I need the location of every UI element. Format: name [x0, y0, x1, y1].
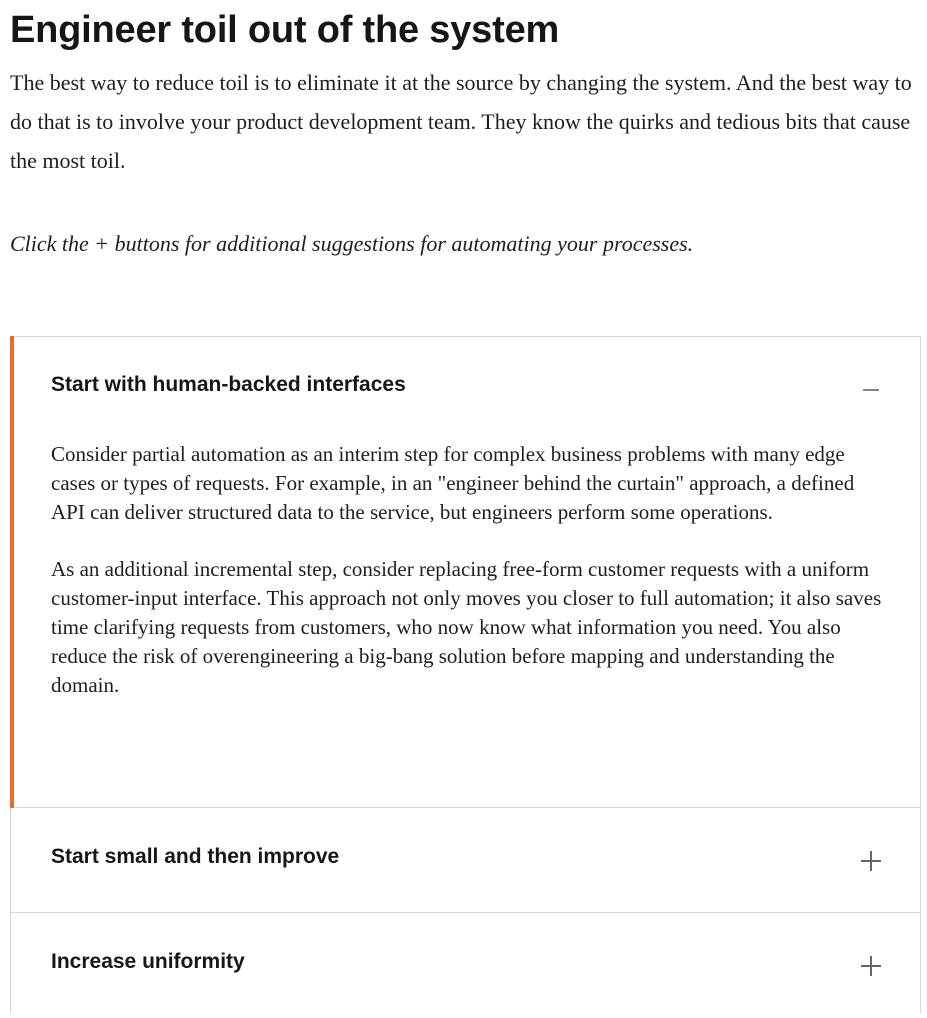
content-paragraph: Consider partial automation as an interim step for complex business problems with many edge cases or types of requests. For example, in an "engineer behind the curtain" approach, a defined API can deliver structured data to the service, but engineers perform some operations. — [51, 442, 855, 524]
accordion-item-title[interactable]: Increase uniformity — [51, 950, 245, 973]
expand-button[interactable] — [858, 953, 884, 979]
content-paragraph: As an additional incremental step, consider replacing free-form customer requests with a uniform customer-input interface. This approach not only moves you closer to full automation; it also saves time clarifying requests from customers, who now know what information you need. You also reduce the risk of overengineering a big-bang solution before mapping and understanding the domain. — [51, 557, 882, 697]
instruction-hint: Click the + buttons for additional suggestions for automating your processes. — [10, 231, 694, 256]
page-title: Engineer toil out of the system — [10, 9, 560, 51]
collapse-button[interactable] — [858, 377, 884, 403]
expand-button[interactable] — [858, 848, 884, 874]
accordion-item-start-small[interactable] — [11, 808, 920, 913]
accordion-item-title[interactable]: Start with human-backed interfaces — [51, 373, 406, 396]
plus-icon — [858, 953, 884, 979]
accordion-item-title[interactable]: Start small and then improve — [51, 845, 340, 868]
minus-icon — [858, 377, 884, 403]
accordion-item-content — [51, 440, 891, 728]
suggestions-accordion — [10, 336, 921, 1013]
accordion-item-human-backed-interfaces — [11, 337, 920, 808]
plus-icon — [858, 848, 884, 874]
accordion-item-increase-uniformity[interactable] — [11, 913, 920, 1018]
intro-paragraph: The best way to reduce toil is to eliminate it at the source by changing the system. And the best way to do that is to involve your product development team. They know the quirks and tedious bits that cause the most toil. — [10, 70, 912, 173]
